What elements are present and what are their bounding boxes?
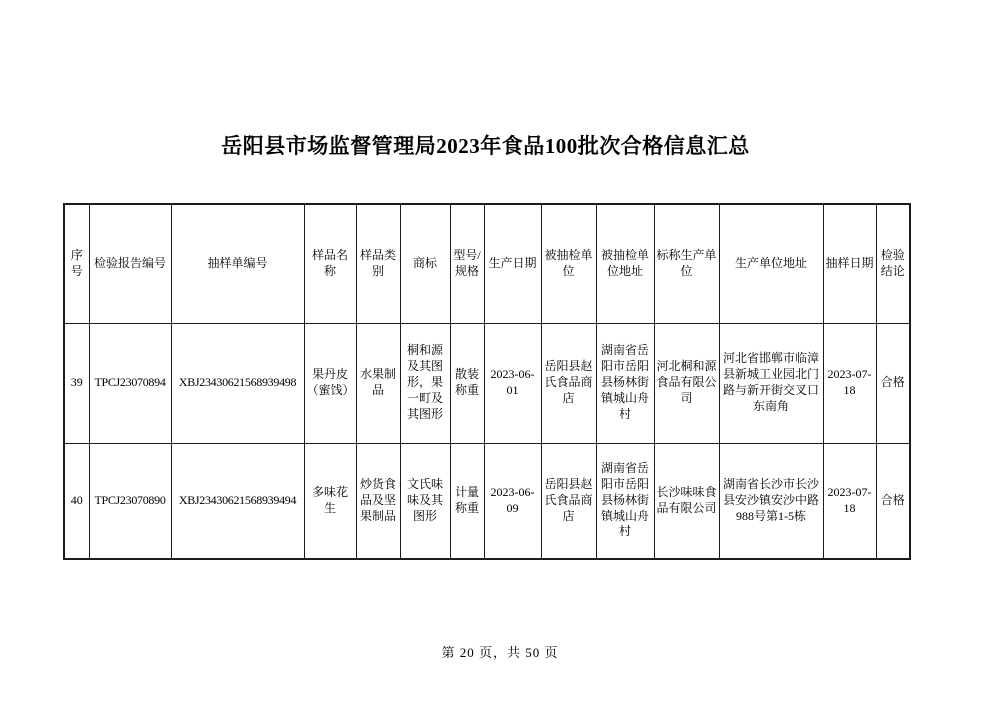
column-header-sample-name: 样品名称 bbox=[304, 204, 356, 323]
cell-producer-address: 湖南省长沙市长沙县安沙镇安沙中路988号第1-5栋 bbox=[719, 443, 823, 559]
cell-sampled-unit-address: 湖南省岳阳市岳阳县杨林街镇城山舟村 bbox=[596, 443, 654, 559]
cell-seq: 40 bbox=[64, 443, 89, 559]
column-header-sample-category: 样品类别 bbox=[356, 204, 400, 323]
cell-sampled-unit: 岳阳县赵氏食品商店 bbox=[541, 323, 596, 443]
column-header-sampled-unit-address: 被抽检单位地址 bbox=[596, 204, 654, 323]
cell-sample-no: XBJ23430621568939494 bbox=[171, 443, 304, 559]
cell-sample-category: 炒货食品及坚果制品 bbox=[356, 443, 400, 559]
cell-producer: 河北桐和源食品有限公司 bbox=[654, 323, 719, 443]
column-header-producer: 标称生产单位 bbox=[654, 204, 719, 323]
cell-sampled-unit: 岳阳县赵氏食品商店 bbox=[541, 443, 596, 559]
cell-seq: 39 bbox=[64, 323, 89, 443]
cell-sampling-date: 2023-07-18 bbox=[823, 323, 876, 443]
column-header-seq: 序号 bbox=[64, 204, 89, 323]
cell-sample-category: 水果制品 bbox=[356, 323, 400, 443]
column-header-model-spec: 型号/规格 bbox=[450, 204, 484, 323]
cell-sampled-unit-address: 湖南省岳阳市岳阳县杨林街镇城山舟村 bbox=[596, 323, 654, 443]
cell-report-no: TPCJ23070894 bbox=[89, 323, 171, 443]
page-number: 第 20 页，共 50 页 bbox=[441, 645, 559, 660]
cell-production-date: 2023-06-01 bbox=[484, 323, 541, 443]
table-header-row bbox=[64, 204, 910, 323]
cell-sample-no: XBJ23430621568939498 bbox=[171, 323, 304, 443]
cell-brand: 桐和源及其图形，果一町及其图形 bbox=[400, 323, 450, 443]
column-header-report-no: 检验报告编号 bbox=[89, 204, 171, 323]
cell-sample-name: 多味花生 bbox=[304, 443, 356, 559]
cell-model-spec: 计量称重 bbox=[450, 443, 484, 559]
cell-conclusion: 合格 bbox=[876, 443, 910, 559]
page-title: 岳阳县市场监督管理局2023年食品100批次合格信息汇总 bbox=[221, 134, 750, 158]
cell-sample-name: 果丹皮（蜜饯） bbox=[304, 323, 356, 443]
inspection-results-table bbox=[63, 203, 911, 560]
column-header-brand: 商标 bbox=[400, 204, 450, 323]
column-header-producer-address: 生产单位地址 bbox=[719, 204, 823, 323]
cell-report-no: TPCJ23070890 bbox=[89, 443, 171, 559]
cell-sampling-date: 2023-07-18 bbox=[823, 443, 876, 559]
cell-model-spec: 散装称重 bbox=[450, 323, 484, 443]
cell-producer: 长沙味味食品有限公司 bbox=[654, 443, 719, 559]
cell-production-date: 2023-06-09 bbox=[484, 443, 541, 559]
cell-producer-address: 河北省邯郸市临漳县新城工业园北门路与新开街交叉口东南角 bbox=[719, 323, 823, 443]
column-header-production-date: 生产日期 bbox=[484, 204, 541, 323]
table-row bbox=[64, 323, 910, 443]
cell-conclusion: 合格 bbox=[876, 323, 910, 443]
column-header-sampling-date: 抽样日期 bbox=[823, 204, 876, 323]
column-header-sample-no: 抽样单编号 bbox=[171, 204, 304, 323]
cell-brand: 文氏味味及其图形 bbox=[400, 443, 450, 559]
table-row bbox=[64, 443, 910, 559]
column-header-conclusion: 检验结论 bbox=[876, 204, 910, 323]
column-header-sampled-unit: 被抽检单位 bbox=[541, 204, 596, 323]
